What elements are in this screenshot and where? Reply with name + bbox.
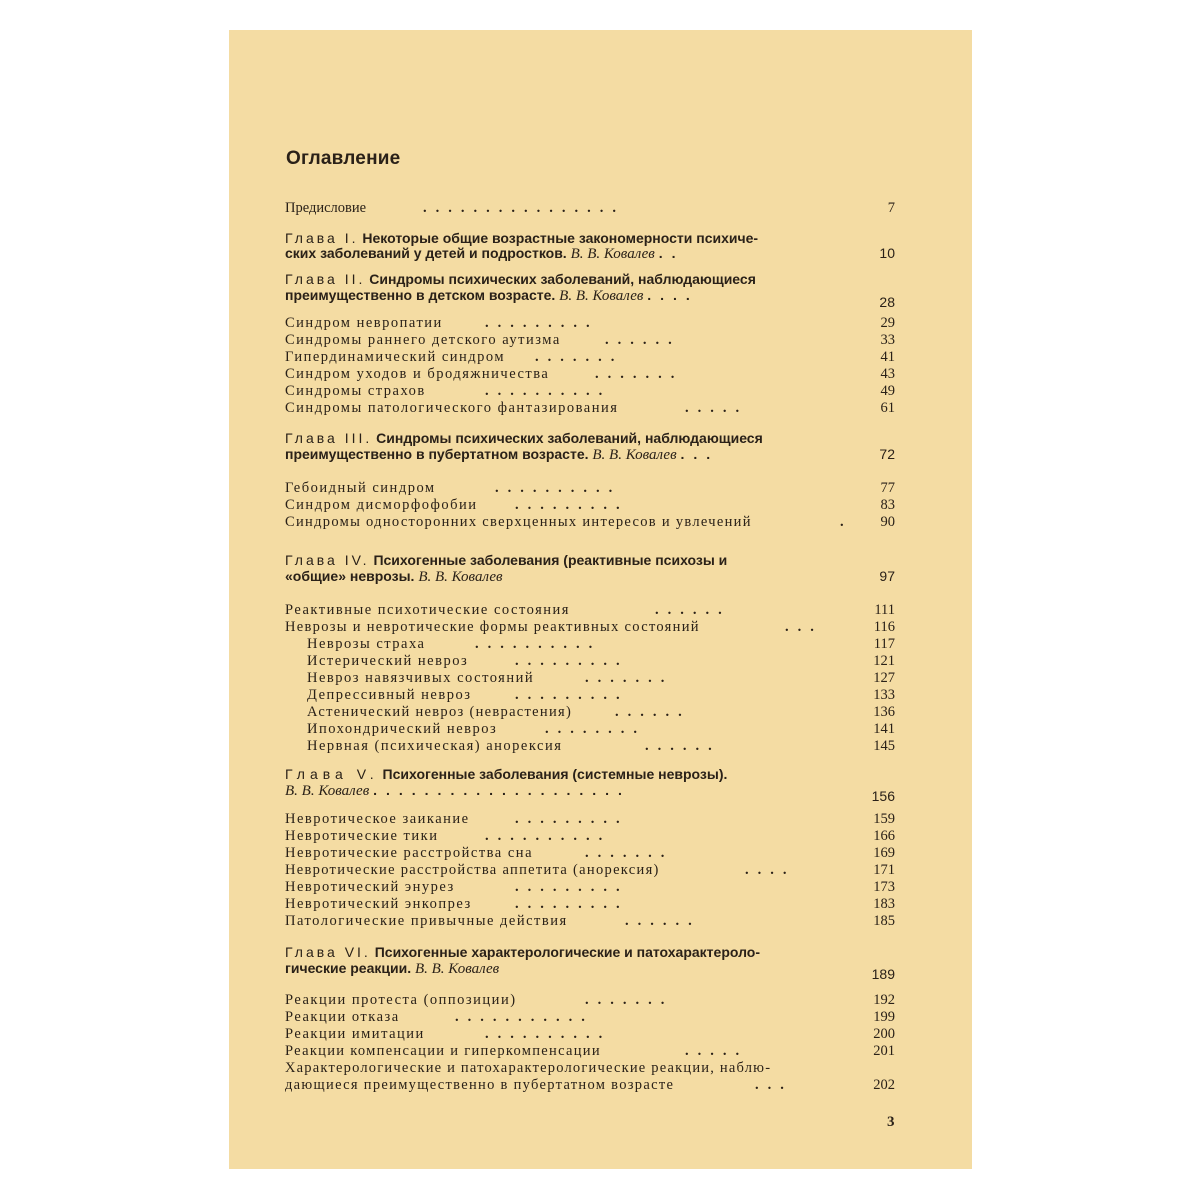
entry-page: 192 [873,992,895,1008]
toc-entry: Невротическое заикание ......... 159 [285,811,895,827]
toc-entry: Синдром уходов и бродяжничества ....... 43 [285,366,895,382]
entry-text: Неврозы страха [307,636,426,652]
entry-text: Синдромы патологического фантазирования [285,400,619,416]
toc-entry: Реакции компенсации и гиперкомпенсации ..... 201 [285,1043,895,1059]
chapter-heading [285,766,895,783]
chapter-label: Глава VI. [285,944,371,960]
entry-text: Синдром дисморфофобии [285,497,478,513]
entry-page: 171 [873,862,895,878]
toc-entry: Синдромы страхов .......... 49 [285,383,895,399]
entry-page: 189 [871,966,895,982]
entry-page: 117 [873,636,895,652]
chapter-title: Синдромы психических заболеваний, наблюдающиеся [376,430,763,446]
chapter-title: Психогенные характерологические и патохарактероло- [374,944,760,960]
entry-page: 72 [879,446,895,462]
chapter-author: В. В. Ковалев [414,961,500,977]
toc-entry: Гебоидный синдром .......... 77 [285,480,895,496]
toc-entry-cont: дающиеся преимущественно в пубертатном возрасте ... 202 [285,1077,895,1093]
entry-page: 185 [873,913,895,929]
page-title: Оглавление [286,148,401,169]
chapter-heading-cont [285,960,895,982]
entry-page: 90 [880,514,895,530]
toc-entry: Невротические расстройства сна ....... 169 [285,845,895,861]
entry-page: 202 [873,1077,895,1093]
chapter-author: В. В. Ковалев [592,447,677,463]
toc-entry: Реакции отказа ........... 199 [285,1009,895,1025]
chapter-heading-cont [285,568,895,585]
entry-text: Невротические расстройства сна [285,845,533,861]
entry-page: 61 [880,400,895,416]
entry-text: Реакции компенсации и гиперкомпенсации [285,1043,601,1059]
chapter-title: Некоторые общие возрастные закономерности психиче- [362,230,759,246]
chapter-heading [285,552,895,569]
entry-text: Синдромы страхов [285,383,426,399]
chapter-author: В. В. Ковалев [559,288,644,304]
toc-entry: Реакции имитации .......... 200 [285,1026,895,1042]
chapter-heading-cont: преимущественно в детском возрасте. В. В. Ковалев .... 28 [285,287,895,310]
chapter-label: Глава II. [285,271,366,287]
toc-entry: Синдромы односторонних сверхценных интересов и увлечений . 90 [285,514,895,530]
chapter-title-cont: гические реакции. [285,960,412,976]
entry-text: Реакции отказа [285,1009,400,1025]
entry-page: 49 [880,383,895,399]
chapter-title: Синдромы психических заболеваний, наблюдающиеся [369,271,756,287]
entry-page: 29 [880,315,895,331]
toc-entry: Синдром дисморфофобии ......... 83 [285,497,895,513]
toc-entry: Невроз навязчивых состояний ....... 127 [307,670,895,686]
entry-page: 141 [873,721,895,737]
chapter-title: Психогенные заболевания (реактивные психозы и [373,552,728,568]
entry-page: 77 [880,480,895,496]
entry-page: 159 [873,811,895,827]
entry-page: 97 [879,568,895,584]
entry-text: Реакции протеста (оппозиции) [285,992,517,1008]
entry-text: Невротические тики [285,828,439,844]
entry-text: Патологические привычные действия [285,913,568,929]
toc-entry: Нервная (психическая) анорексия ...... 145 [307,738,895,754]
toc-entry: Реакции протеста (оппозиции) ....... 192 [285,992,895,1008]
toc-entry: Гипердинамический синдром ....... 41 [285,349,895,365]
chapter-heading-cont: В. В. Ковалев .................... 156 [285,782,895,804]
chapter-heading-cont: ских заболеваний у детей и подростков. В. В. Ковалев .. 10 [285,245,895,262]
entry-text: Синдромы односторонних сверхценных интересов и увлечений [285,514,752,530]
toc-entry: Депрессивный невроз ......... 133 [307,687,895,703]
chapter-label: Глава III. [285,430,373,446]
entry-text: Нервная (психическая) анорексия [307,738,563,754]
entry-page: 201 [873,1043,895,1059]
entry-text: Невротический энурез [285,879,455,895]
toc-entry: Синдромы раннего детского аутизма ...... 33 [285,332,895,348]
entry-text: Неврозы и невротические формы реактивных состояний [285,619,700,635]
chapter-heading-cont: преимущественно в пубертатном возрасте. В. В. Ковалев ... 72 [285,446,895,463]
entry-text: Истерический невроз [307,653,469,669]
entry-page: 169 [873,845,895,861]
entry-page: 10 [879,245,895,261]
entry-text: Депрессивный невроз [307,687,472,703]
chapter-label: Глава IV. [285,552,370,568]
entry-text: Невротическое заикание [285,811,470,827]
entry-text: Невротический энкопрез [285,896,472,912]
page-number: 3 [887,1114,895,1130]
entry-text: Реакции имитации [285,1026,425,1042]
entry-page: 199 [873,1009,895,1025]
toc-entry: Синдром невропатии ......... 29 [285,315,895,331]
entry-page: 133 [873,687,895,703]
entry-page: 28 [879,294,895,310]
toc-entry: Истерический невроз ......... 121 [307,653,895,669]
toc-entry: Предисловие ................ 7 [285,200,895,216]
toc-entry: Ипохондрический невроз ........ 141 [307,721,895,737]
entry-page: 116 [873,619,895,635]
chapter-title-cont: «общие» неврозы. [285,568,415,584]
entry-text: Гипердинамический синдром [285,349,506,365]
chapter-heading [285,430,895,447]
entry-page: 156 [871,788,895,804]
entry-text: Астенический невроз (неврастения) [307,704,573,720]
entry-text: Невроз навязчивых состояний [307,670,535,686]
entry-page: 33 [880,332,895,348]
chapter-author: В. В. Ковалев [570,246,655,262]
entry-text-cont: дающиеся преимущественно в пубертатном возрасте [285,1077,675,1093]
chapter-title-cont: ских заболеваний у детей и подростков. [285,245,567,261]
toc-entry: Невротические тики .......... 166 [285,828,895,844]
entry-text: Характерологические и патохарактерологические реакции, наблю- [285,1060,772,1076]
chapter-author: В. В. Ковалев [418,569,503,585]
entry-text: Синдром невропатии [285,315,443,331]
entry-text: Синдром уходов и бродяжничества [285,366,550,382]
entry-page: 7 [887,200,895,216]
toc-entry: Астенический невроз (неврастения) ...... 136 [307,704,895,720]
toc-entry: Невротические расстройства аппетита (анорексия) .... 171 [285,862,895,878]
entry-page: 183 [873,896,895,912]
entry-page: 200 [873,1026,895,1042]
chapter-title-cont: преимущественно в пубертатном возрасте. [285,446,589,462]
chapter-title-cont: преимущественно в детском возрасте. [285,287,556,303]
entry-page: 111 [874,602,895,618]
toc-entry: Реактивные психотические состояния ...... 111 [285,602,895,618]
entry-page: 145 [873,738,895,754]
entry-text: Реактивные психотические состояния [285,602,570,618]
entry-page: 127 [873,670,895,686]
chapter-author: В. В. Ковалев [285,783,370,799]
chapter-heading [285,271,895,288]
entry-text: Предисловие [285,200,367,216]
toc-entry: Невротический энкопрез ......... 183 [285,896,895,912]
entry-text: Гебоидный синдром [285,480,436,496]
entry-page: 41 [880,349,895,365]
entry-page: 136 [873,704,895,720]
toc-entry: Неврозы и невротические формы реактивных состояний ... 116 [285,619,895,635]
toc-entry [285,1060,895,1077]
entry-text: Невротические расстройства аппетита (анорексия) [285,862,660,878]
entry-text: Ипохондрический невроз [307,721,498,737]
chapter-label: Глава I. [285,230,359,246]
toc-entry: Невротический энурез ......... 173 [285,879,895,895]
toc-entry: Патологические привычные действия ...... 185 [285,913,895,929]
chapter-heading [285,944,895,961]
entry-page: 121 [873,653,895,669]
entry-page: 173 [873,879,895,895]
chapter-label: Глава V. [285,766,379,782]
entry-page: 166 [873,828,895,844]
chapter-title: Психогенные заболевания (системные неврозы). [382,766,728,782]
entry-page: 43 [880,366,895,382]
toc-entry: Неврозы страха .......... 117 [307,636,895,652]
entry-text: Синдромы раннего детского аутизма [285,332,561,348]
toc-entry: Синдромы патологического фантазирования ..... 61 [285,400,895,416]
book-page [229,30,972,1169]
entry-page: 83 [880,497,895,513]
